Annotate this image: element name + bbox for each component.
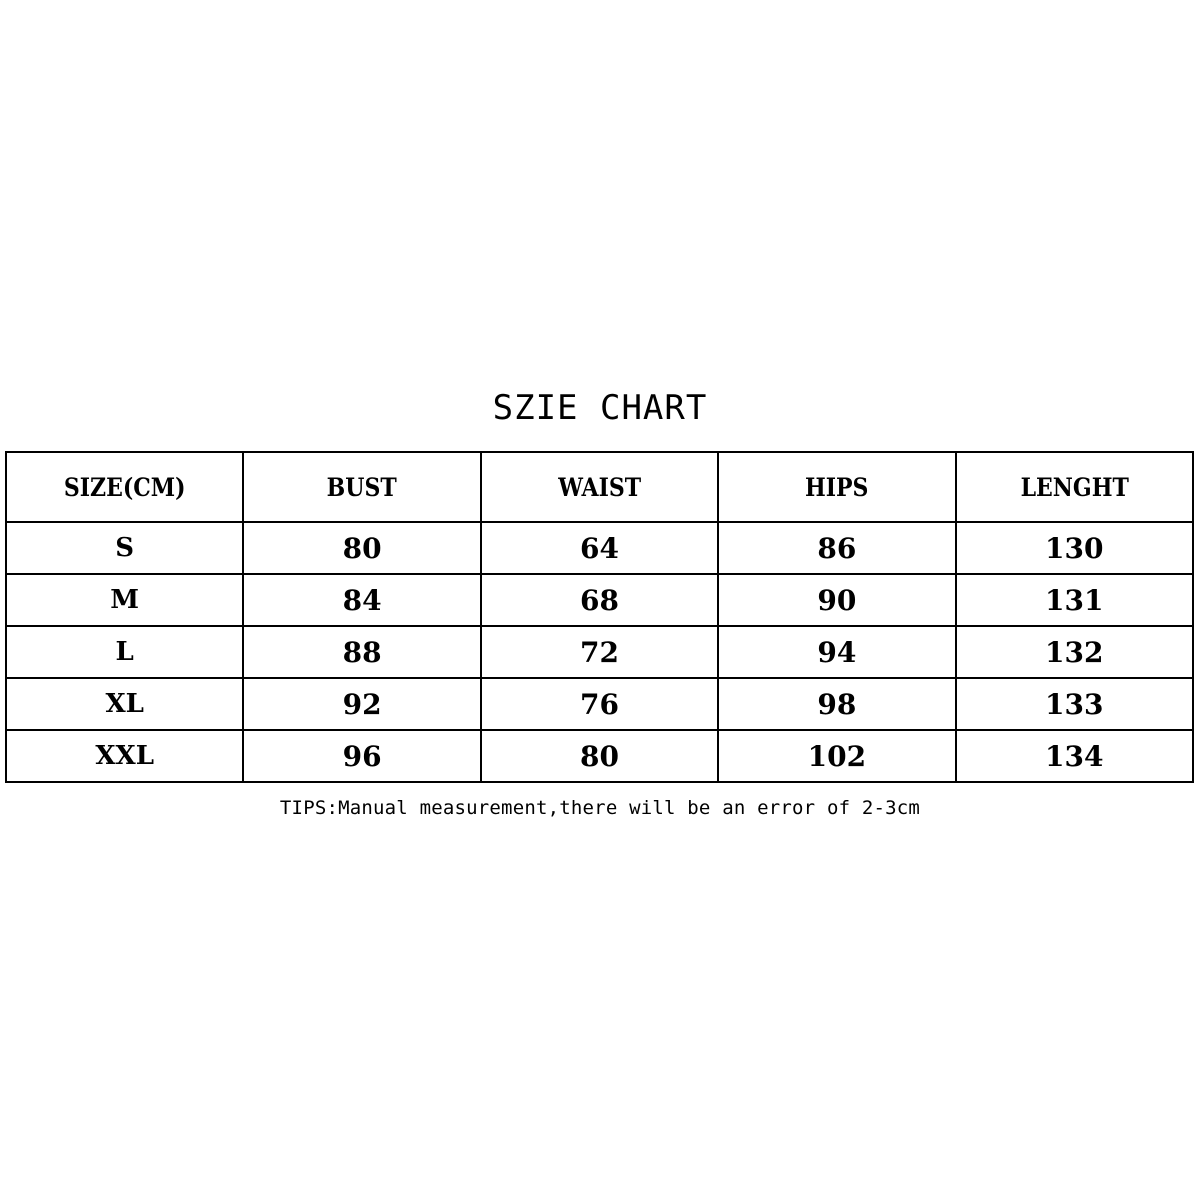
- size-cell: L: [6, 626, 243, 678]
- bust-cell: 80: [243, 522, 480, 574]
- bust-cell: 92: [243, 678, 480, 730]
- hips-cell: 98: [718, 678, 955, 730]
- hips-cell: 86: [718, 522, 955, 574]
- hips-cell: 90: [718, 574, 955, 626]
- table-row: [6, 626, 1193, 678]
- header-hips: HIPS: [732, 452, 941, 522]
- length-cell: 131: [956, 574, 1193, 626]
- size-chart-table: [5, 451, 1194, 783]
- header-length: LENGHT: [970, 452, 1179, 522]
- waist-cell: 64: [481, 522, 718, 574]
- bust-cell: 88: [243, 626, 480, 678]
- bust-cell: 96: [243, 730, 480, 782]
- table-row: [6, 678, 1193, 730]
- waist-cell: 76: [481, 678, 718, 730]
- measurement-tips: TIPS:Manual measurement,there will be an error of 2-3cm: [279, 797, 921, 819]
- length-cell: 132: [956, 626, 1193, 678]
- bust-cell: 84: [243, 574, 480, 626]
- header-size: SIZE(CM): [20, 452, 229, 522]
- header-bust: BUST: [258, 452, 467, 522]
- length-cell: 133: [956, 678, 1193, 730]
- size-cell: M: [6, 574, 243, 626]
- table-header-row: [6, 452, 1193, 522]
- table-row: [6, 730, 1193, 782]
- size-cell: XXL: [6, 730, 243, 782]
- waist-cell: 80: [481, 730, 718, 782]
- chart-title: SZIE CHART: [492, 388, 708, 428]
- header-waist: WAIST: [495, 452, 704, 522]
- length-cell: 134: [956, 730, 1193, 782]
- table-row: [6, 574, 1193, 626]
- table-row: [6, 522, 1193, 574]
- hips-cell: 102: [718, 730, 955, 782]
- waist-cell: 72: [481, 626, 718, 678]
- length-cell: 130: [956, 522, 1193, 574]
- size-cell: XL: [6, 678, 243, 730]
- size-cell: S: [6, 522, 243, 574]
- hips-cell: 94: [718, 626, 955, 678]
- waist-cell: 68: [481, 574, 718, 626]
